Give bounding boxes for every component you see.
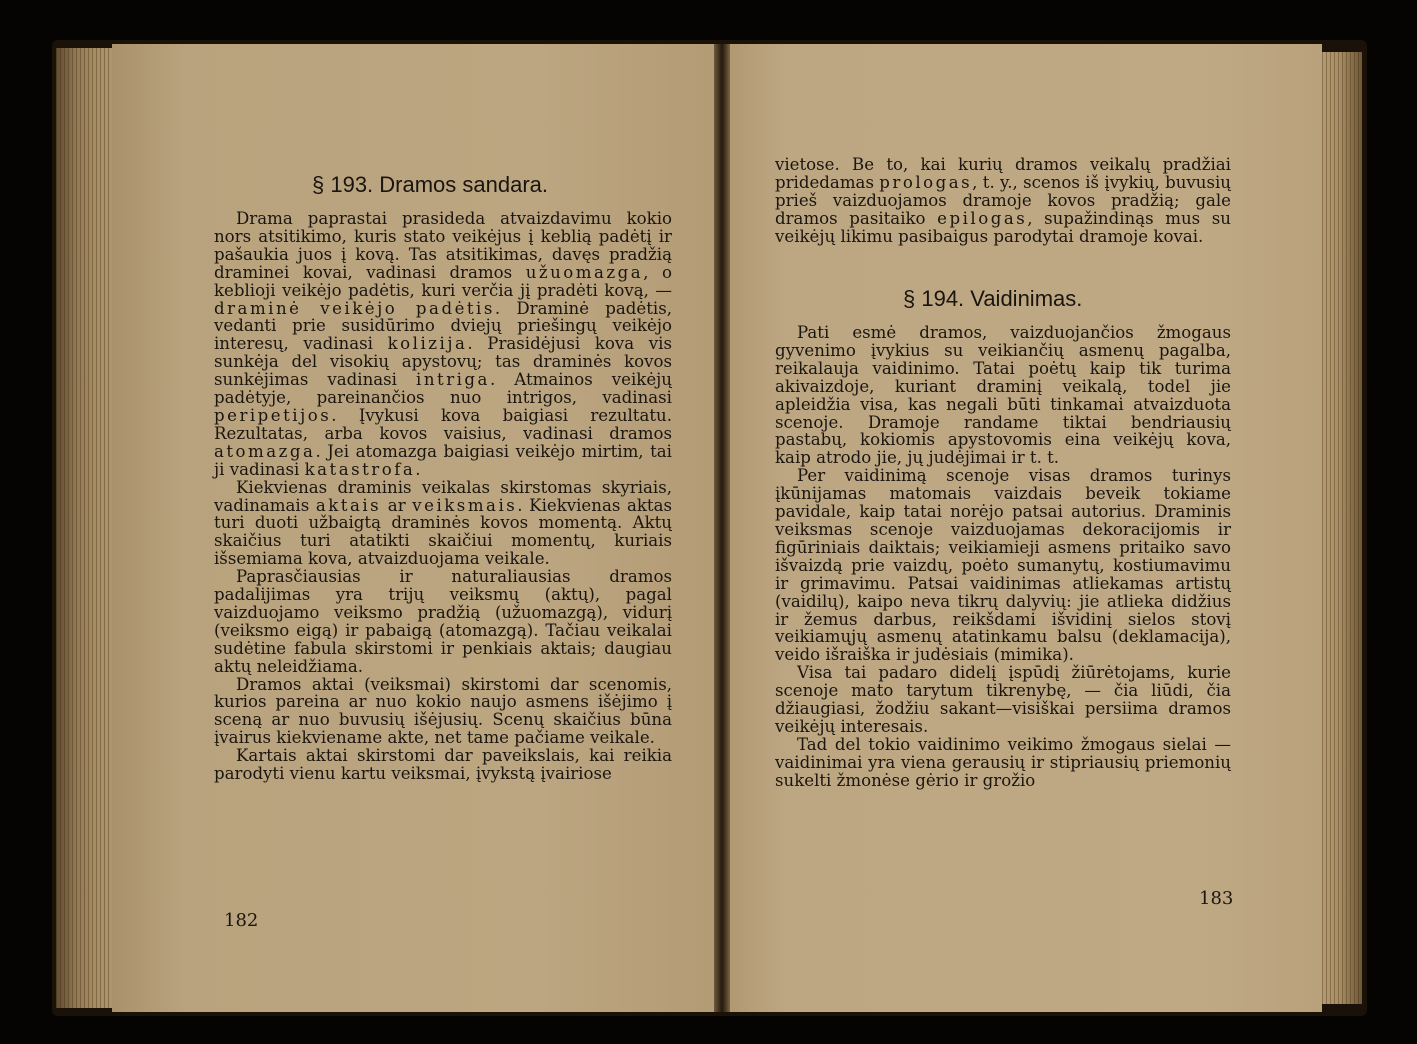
text-run: Visa tai padaro didelį įspūdį žiūrėtojams, kurie scenoje mato tarytum tikrenybę, — čia liūdi, čia džiaugiasi, žodžiu sakant—visiškai persiima dramos veikėjų interesais.	[775, 663, 1231, 736]
paragraph	[775, 467, 1231, 664]
text-run: . Atmainos veikėjų padėtyje, pareinančios nuo intrigos, vadinasi	[214, 370, 672, 408]
text-run: Pati esmė dramos, vaizduojančios žmogaus gyvenimo įvykius su veikiančių asmenų pagalba, reikalauja vaidinimo. Tatai poėtų kaip tik turima akivaizdoje, kuriant draminį veikalą, todel jie apleidžia visa, kas negali būti tinkamai atvaizduota scenoje. Dramoje randame tiktai bendriausių pastabų, kokiomis apystovomis eina veikėjų kova, kaip atrodo jie, jų judėjimai ir t. t.	[775, 323, 1231, 468]
right-page-continuation	[775, 156, 1231, 246]
spaced-term: peripetijos	[214, 405, 332, 425]
paragraph	[214, 479, 672, 569]
text-run: . Prasidėjusi kova vis sunkėja del visokių apystovų; tas draminės kovos sunkėjimas vadinasi	[214, 334, 672, 390]
text-run: ar	[381, 495, 413, 515]
text-run: Per vaidinimą scenoje visas dramos turinys įkūnijamas matomais vaizdais beveik tokiame pavidale, kaip tatai norėjo patsai autorius. Draminis veiksmas scenoje vaizduojamas dekoracijomis ir figūriniais daiktais; veikiamieji asmens pritaiko savo išvaizdą prie vaizdų, poėto sumanytų, kostiumavimu ir grimavimu. Patsai vaidinimas atliekamas artistų (vaidilų), kaipo neva tikrų dalyvių: jie atlieka didžius ir žemus darbus, reikšdami išvidinį sielos stovį veikiamųjų asmenų atatinkamu balsu (deklamacija), veido išraiška ir judėsiais (mimika).	[775, 466, 1231, 665]
right-page-number: 183	[1199, 888, 1234, 909]
page-edges-left	[56, 48, 118, 1008]
spaced-term: epilogas	[937, 208, 1028, 228]
text-run: Kartais aktai skirstomi dar paveikslais, kai reikia parodyti vienu kartu veiksmai, įvykstą įvairiose	[214, 746, 672, 784]
text-run: Paprasčiausias ir naturaliausias dramos padalijimas yra trijų veiksmų (aktų), pagal vaizduojamo veiksmo pradžią (užuomazgą), vidurį (veiksmo eigą) ir pabaigą (atomazgą). Tačiau veikalai sudėtine fabula skirstomi ir penkiais aktais; daugiau aktų neleidžiama.	[214, 567, 672, 676]
text-run: Tad del tokio vaidinimo veikimo žmogaus sielai — vaidinimai yra viena gerausių ir stipriausių priemonių sukelti žmonėse gėrio ir grožio	[775, 734, 1231, 790]
paragraph	[214, 676, 672, 748]
paragraph	[214, 568, 672, 675]
spaced-term: užuomazga	[525, 262, 644, 282]
text-run: Drama paprastai prasideda atvaizdavimu kokio nors atsitikimo, kuris stato veikėjus į keblią padėtį ir pašaukia juos į kovą. Tas atsitikimas, davęs pradžią draminei kovai, vadinasi dramos	[214, 209, 672, 282]
paragraph	[775, 156, 1231, 246]
left-page-heading: § 193. Dramos sandara.	[312, 172, 549, 197]
book-gutter	[714, 44, 730, 1012]
spaced-term: kolizija	[387, 334, 468, 354]
text-run: , t. y., scenos iš įvykių, buvusių prieš vaizduojamos dramoje kovos pradžią; gale dramos pasitaiko	[775, 172, 1231, 228]
page-edges-right	[1318, 52, 1362, 1004]
text-run: . Įvykusi kova baigiasi rezultatu. Rezultatas, arba kovos vaisius, vadinasi dramos	[214, 405, 672, 443]
spaced-term: intriga	[416, 370, 490, 390]
left-page-body	[214, 210, 672, 783]
text-run: , supažindinąs mus su veikėjų likimu pasibaigus parodytai dramoje kovai.	[775, 208, 1231, 246]
spaced-term: katastrofa	[304, 459, 416, 479]
spaced-term: draminė veikėjo padėtis	[214, 298, 495, 318]
spaced-term: veiksmais	[412, 495, 518, 515]
spaced-term: aktais	[315, 495, 382, 515]
right-page-body	[775, 324, 1231, 790]
text-run: Kiekvienas draminis veikalas skirstomas skyriais, vadinamais	[214, 477, 672, 515]
text-run: , o keblioji veikėjo padėtis, kuri verčia jį pradėti kovą, —	[214, 262, 672, 300]
text-run: vietose. Be to, kai kurių dramos veikalų pradžiai pridedamas	[775, 155, 1231, 192]
text-run: . Draminė padėtis, vedanti prie susidūrimo dviejų priešingų veikėjo interesų, vadinasi	[214, 298, 672, 354]
spaced-term: prologas	[879, 172, 973, 192]
spaced-term: atomazga	[214, 441, 316, 461]
paragraph	[775, 736, 1231, 790]
text-run: . Kiekvienas aktas turi duoti užbaigtą draminės kovos momentą. Aktų skaičius turi atatikti skaičiui momentų, kuriais išsemiama kova, atvaizduojama veikale.	[214, 495, 672, 569]
text-run: . Jei atomazga baigiasi veikėjo mirtim, tai ji vadinasi	[214, 441, 672, 479]
paragraph	[214, 747, 672, 783]
paragraph	[775, 664, 1231, 736]
paragraph	[214, 210, 672, 479]
left-page-number: 182	[224, 910, 259, 931]
text-run: Dramos aktai (veiksmai) skirstomi dar scenomis, kurios pareina ar nuo kokio naujo asmens išėjimo į sceną ar nuo buvusių išėjusių. Scenų skaičius būna įvairus kiekviename akte, net tame pačiame veikale.	[214, 674, 672, 748]
paragraph	[775, 324, 1231, 467]
text-run: .	[415, 459, 421, 479]
right-page-heading: § 194. Vaidinimas.	[903, 286, 1083, 311]
